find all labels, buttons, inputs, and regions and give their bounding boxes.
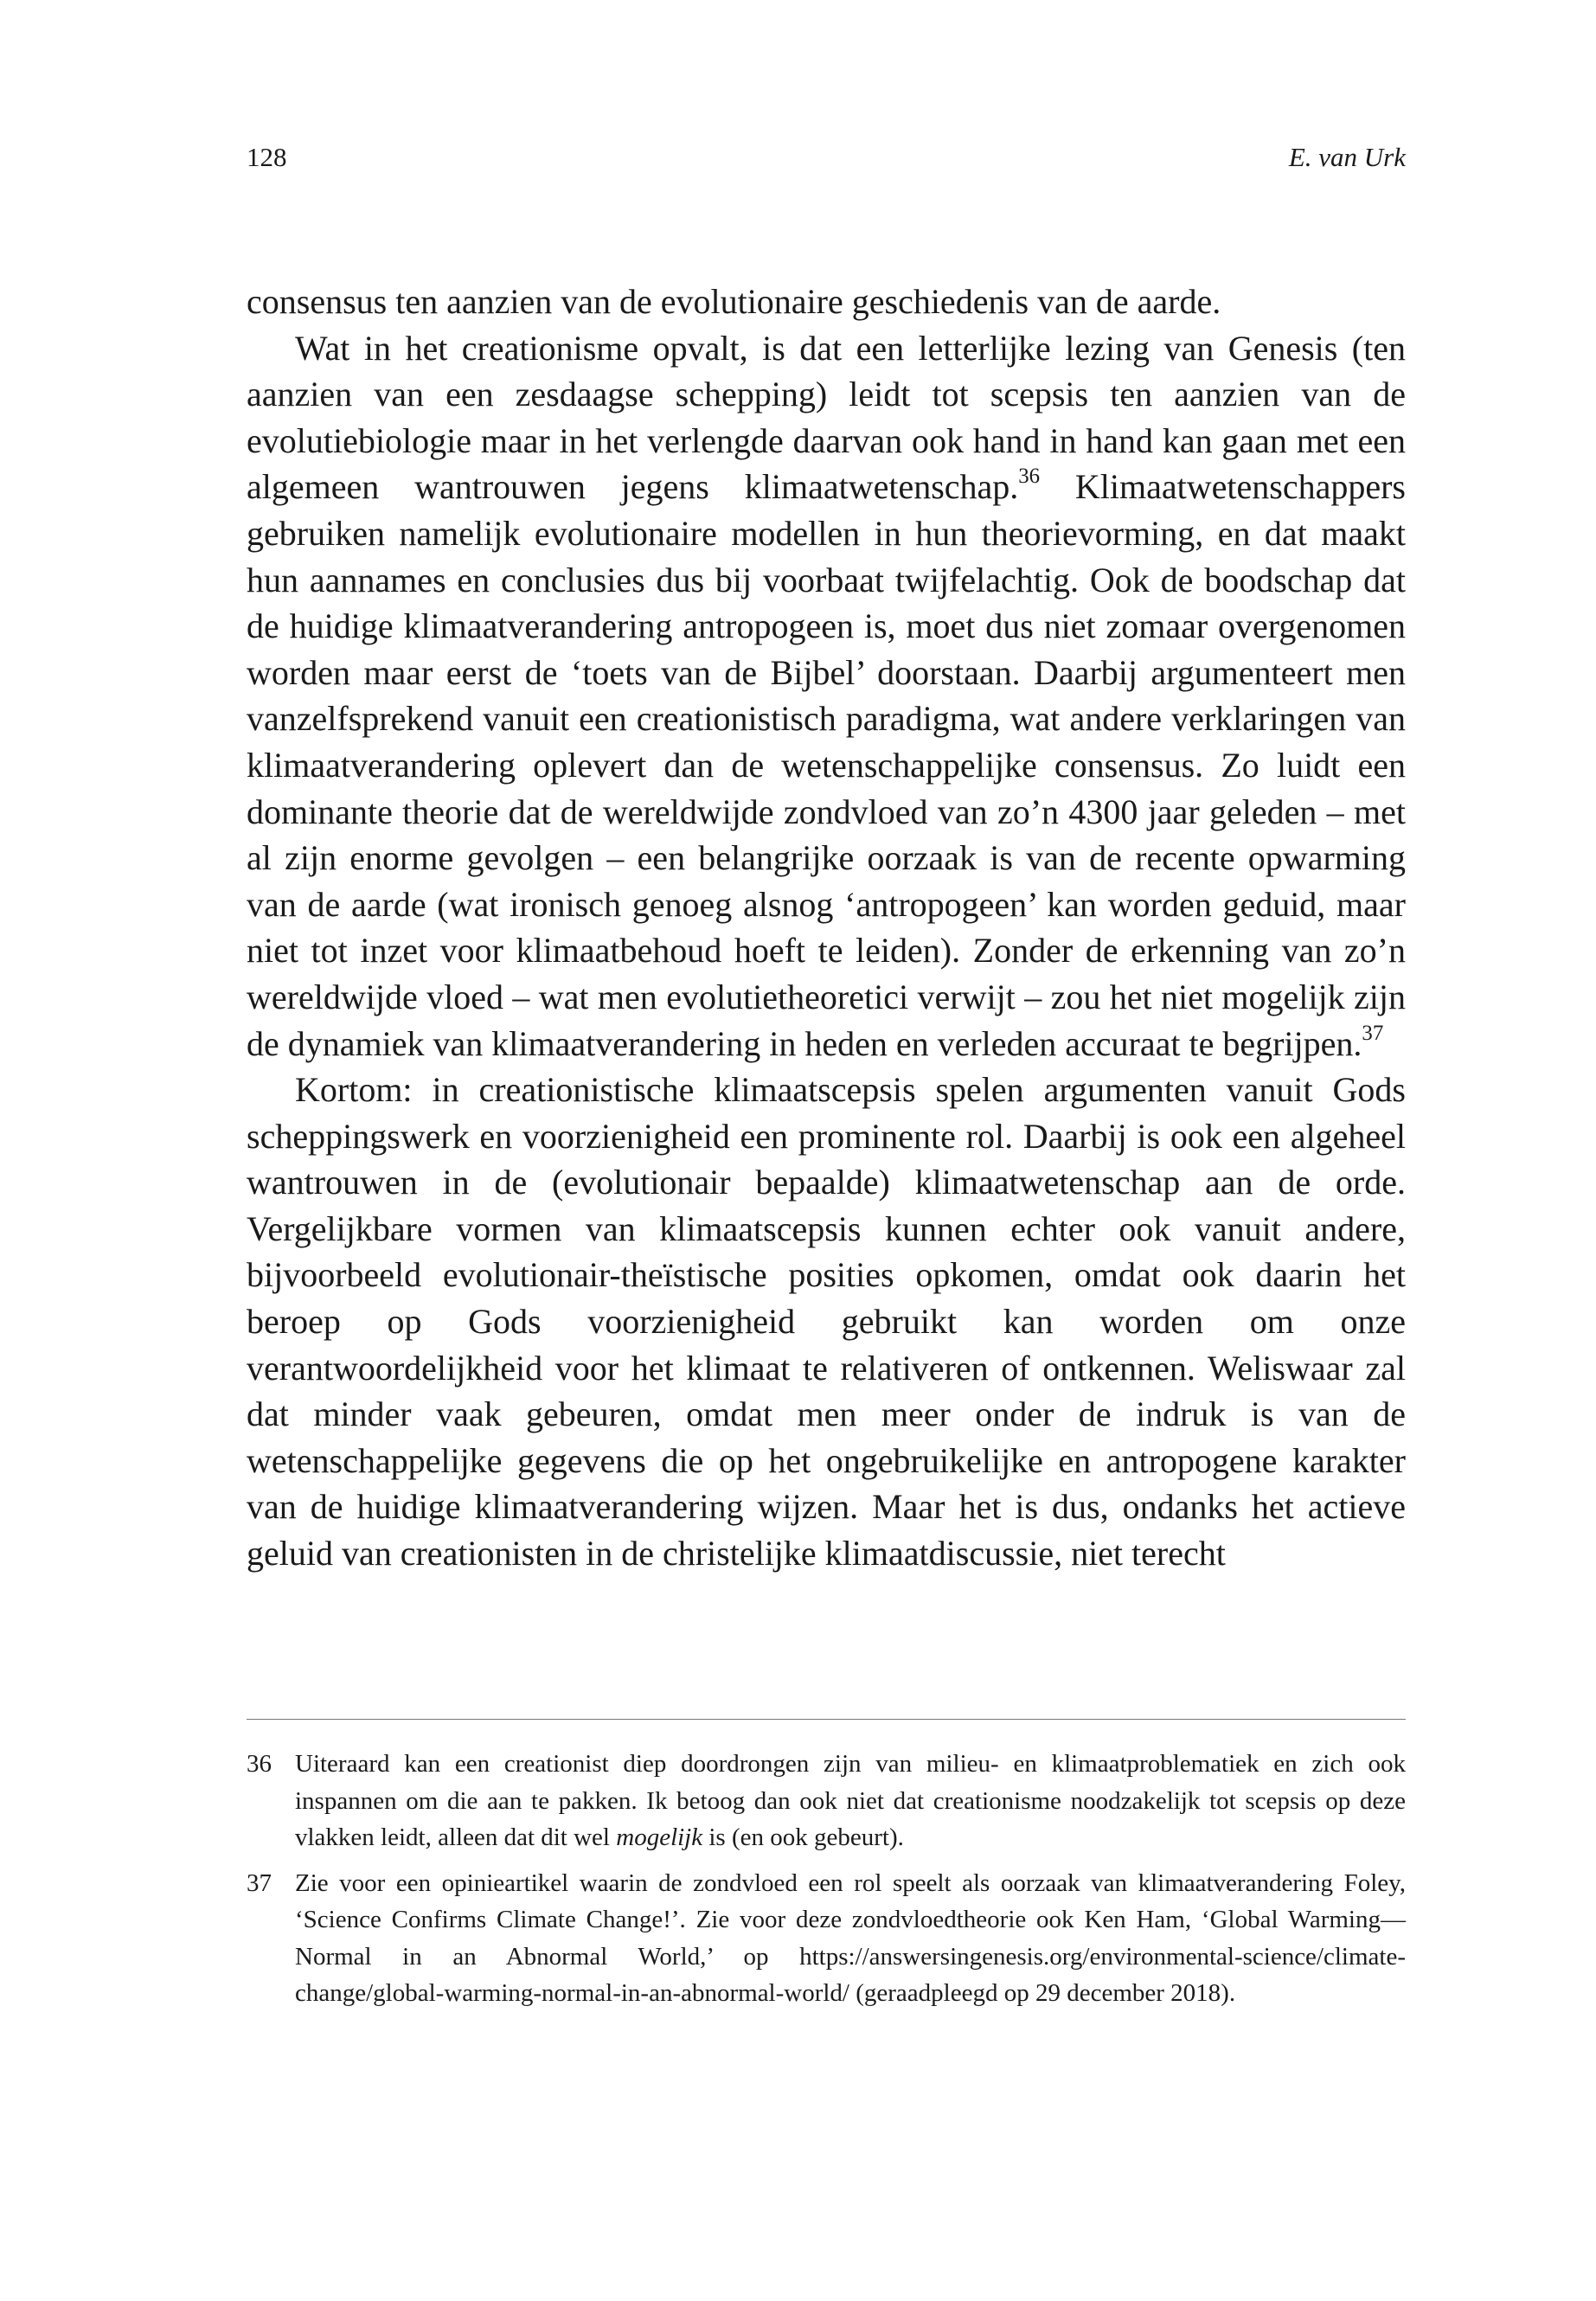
footnote-separator	[247, 1719, 1406, 1720]
footnote-text: is (en ook gebeurt).	[702, 1823, 904, 1851]
footnote-number: 37	[247, 1868, 272, 1897]
footnote-37	[247, 1865, 1406, 2012]
footnote-text: Uiteraard kan een creationist diep doordrongen zijn van milieu- en klimaatproblematiek en zich ook inspannen om die aan te pakken. Ik betoog dan ook niet dat creationisme noodzakelijk tot scepsis op deze vlakken leidt, alleen dat dit wel	[295, 1750, 1406, 1851]
footnote-text: Zie voor een opinieartikel waarin de zondvloed een rol speelt als oorzaak van klimaatverandering Foley, ‘Science Confirms Climate Change!’. Zie voor deze zondvloedtheorie ook Ken Ham, ‘Global Warming—Normal in an Abnormal World,’ op https://answersingenesis.org/environmental-science/climate-change/global-warming-normal-in-an-abnormal-world/ (geraadpleegd op 29 december 2018).	[295, 1868, 1406, 2007]
paragraph-creationism	[247, 325, 1406, 1067]
page-number: 128	[247, 142, 287, 172]
running-head	[247, 138, 1406, 176]
footnote-reference-36[interactable]: 36	[1018, 465, 1041, 489]
running-head-author: E. van Urk	[1288, 142, 1406, 172]
paragraph-kortom: Kortom: in creationistische klimaatscepsis spelen argumenten vanuit Gods scheppingswerk en voorzienigheid een prominente rol. Daarbij is ook een algeheel wantrouwen in de (evolutionair bepaalde) klimaatwetenschap aan de orde. Vergelijkbare vormen van klimaatscepsis kunnen echter ook vanuit andere, bijvoorbeeld evolutionair-theïstische posities opkomen, omdat ook daarin het beroep op Gods voorzienigheid gebruikt kan worden om onze verantwoordelijkheid voor het klimaat te relativeren of ontkennen. Weliswaar zal dat minder vaak gebeuren, omdat men meer onder de indruk is van de wetenschappelijke gegevens die op het ongebruikelijke en antropogene karakter van de huidige klimaatverandering wijzen. Maar het is dus, ondanks het actieve geluid van creationisten in de christelijke klimaatdiscussie, niet terecht	[247, 1070, 1406, 1574]
footnote-number: 36	[247, 1750, 272, 1778]
main-text	[247, 279, 1406, 1577]
footnotes	[247, 1746, 1406, 2021]
paragraph-text: Klimaatwetenschappers gebruiken namelijk evolutionaire modellen in hun theorievorming, en dat maakt hun aannames en conclusies dus bij voorbaat twijfelachtig. Ook de boodschap dat de huidige klimaatverandering antropogeen is, moet dus niet zomaar overgenomen worden maar eerst de ‘toets van de Bijbel’ doorstaan. Daarbij argumenteert men vanzelfsprekend vanuit een creationistisch paradigma, wat andere verklaringen van klimaatverandering oplevert dan de wetenschappelijke consensus. Zo luidt een dominante theorie dat de wereldwijde zondvloed van zo’n 4300 jaar geleden – met al zijn enorme gevolgen – een belangrijke oorzaak is van de recente opwarming van de aarde (wat ironisch genoeg alsnog ‘antropogeen’ kan worden geduid, maar niet tot inzet voor klimaatbehoud hoeft te leiden). Zonder de erkenning van zo’n wereldwijde vloed – wat men evolutietheoretici verwijt – zou het niet mogelijk zijn de dynamiek van klimaatverandering in heden en verleden accuraat te begrijpen.	[247, 467, 1406, 1063]
footnote-reference-37[interactable]: 37	[1362, 1021, 1384, 1045]
footnote-36	[247, 1746, 1406, 1856]
footnote-emphasis: mogelijk	[616, 1823, 703, 1851]
paragraph-continuation: consensus ten aanzien van de evolutionaire geschiedenis van de aarde.	[247, 282, 1221, 321]
book-page	[247, 0, 1406, 2301]
paragraph-text: Wat in het creationisme opvalt, is dat een letterlijke lezing van Genesis (ten aanzien van een zesdaagse schepping) leidt tot scepsis ten aanzien van de evolutiebiologie maar in het verlengde daarvan ook hand in hand kan gaan met een algemeen wantrouwen jegens klimaatwetenschap.	[247, 328, 1406, 507]
